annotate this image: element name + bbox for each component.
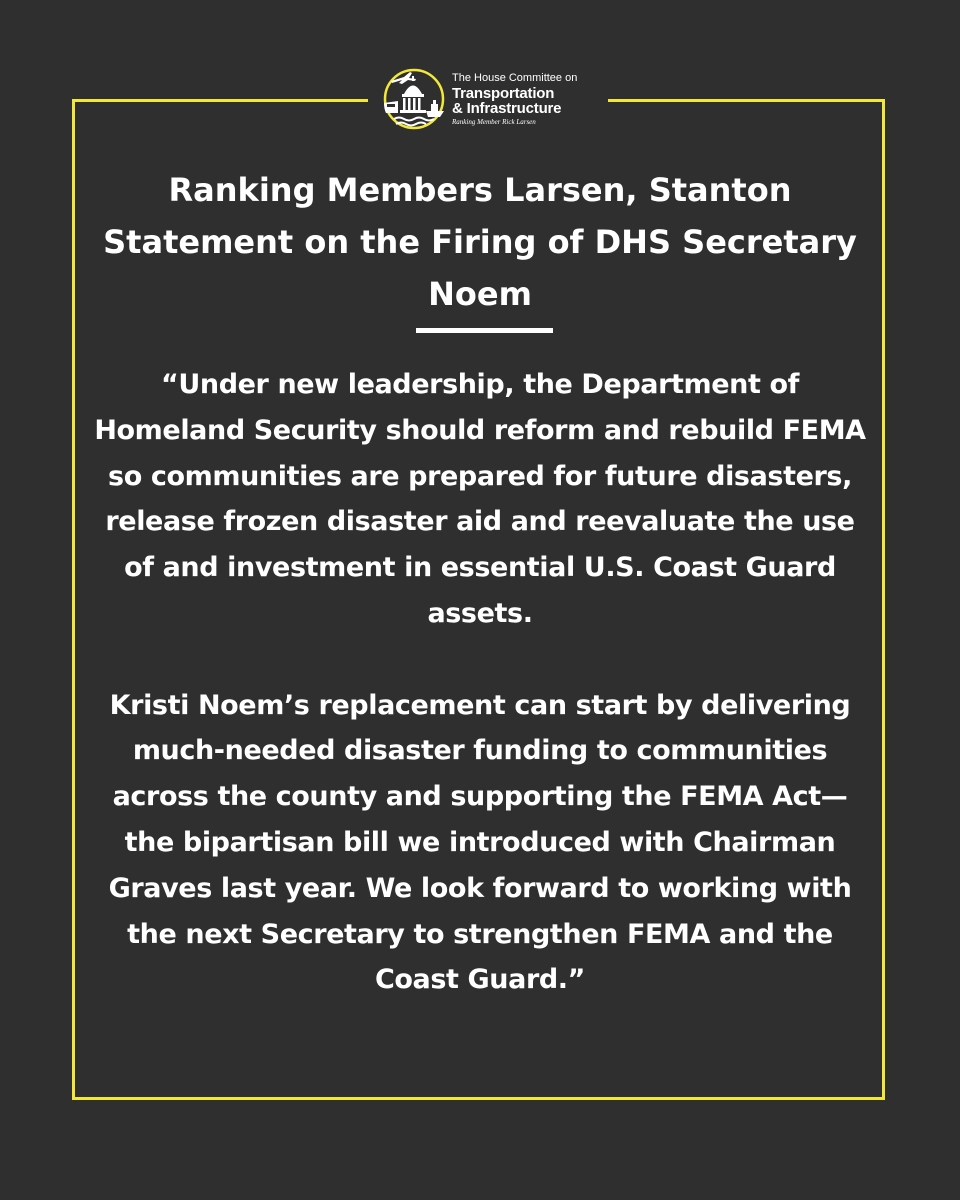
capitol-transport-logo-icon: [382, 67, 446, 131]
logo-line-committee: The House Committee on: [452, 71, 578, 84]
title-divider: [416, 328, 553, 333]
statement-title: Ranking Members Larsen, Stanton Statement on the Firing of DHS Secretary Noem: [103, 171, 857, 313]
statement-quote: [92, 362, 868, 1003]
logo-wordmark: [452, 73, 577, 126]
logo-line-infrastructure: & Infrastructure: [452, 99, 562, 117]
logo-line-transportation: Transportation: [452, 84, 555, 102]
committee-logo: [368, 66, 608, 132]
quote-paragraph-1: “Under new leadership, the Department of Homeland Security should reform and rebuild FEMA so communities are prepared for future disasters, release frozen disaster aid and reevaluate the use of and investment in essential U.S. Coast Guard assets.: [94, 369, 866, 629]
logo-line-ranking-member: Ranking Member Rick Larsen: [452, 117, 536, 126]
quote-paragraph-2: Kristi Noem’s replacement can start by delivering much-needed disaster funding to communities across the county and supporting the FEMA Act—the bipartisan bill we introduced with Chairman Graves last year. We look forward to working with the next Secretary to strengthen FEMA and the Coast Guard.”: [108, 689, 852, 996]
